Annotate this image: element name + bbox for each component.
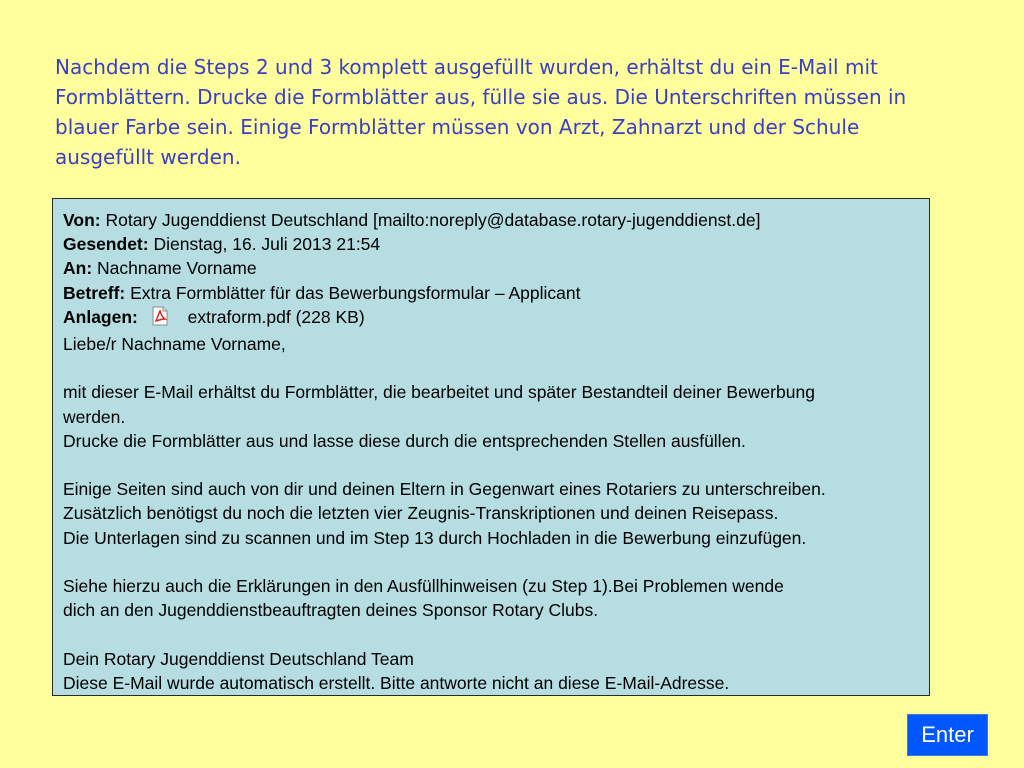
- email-attachments-row: [63, 305, 919, 332]
- intro-text: [55, 52, 955, 172]
- email-subject-label: Betreff:: [63, 282, 126, 303]
- email-para2-line3: Die Unterlagen sind zu scannen und im Step 13 durch Hochladen in die Bewerbung einzufügen.: [63, 527, 807, 548]
- email-to-row: [63, 256, 919, 280]
- email-blank-line: [63, 453, 919, 477]
- email-sent-value: Dienstag, 16. Juli 2013 21:54: [153, 234, 381, 255]
- email-para3-line1: Siehe hierzu auch die Erklärungen in den Ausfüllhinweisen (zu Step 1).Bei Problemen wende: [63, 576, 784, 596]
- email-greeting: Liebe/r Nachname Vorname,: [63, 334, 286, 355]
- intro-paragraph: Nachdem die Steps 2 und 3 komplett ausgefüllt wurden, erhältst du ein E-Mail mit Formblättern. Drucke die Formblätter aus, fülle sie aus. Die Unterschriften müssen in blauer Farbe sein. Einige Formblätter müssen von Arzt, Zahnarzt und der Schule ausgefüllt werden.: [55, 55, 907, 169]
- email-subject-row: [63, 281, 919, 305]
- email-subject-value: Extra Formblätter für das Bewerbungsformular – Applicant: [130, 282, 581, 303]
- enter-button[interactable]: Enter: [907, 714, 988, 756]
- email-blank-line: [63, 622, 919, 646]
- email-footer: Diese E-Mail wurde automatisch erstellt. Bitte antworte nicht an diese E-Mail-Adresse.: [63, 672, 730, 693]
- email-para1-line1: mit dieser E-Mail erhältst du Formblätter, die bearbeitet und später Bestandteil deiner Bewerbung: [63, 382, 815, 403]
- email-para1-line3: Drucke die Formblätter aus und lasse diese durch die entsprechenden Stellen ausfüllen.: [63, 430, 746, 451]
- email-from-value: Rotary Jugenddienst Deutschland [mailto:noreply@database.rotary-jugenddienst.de]: [105, 210, 761, 230]
- email-sent-label: Gesendet:: [63, 234, 149, 255]
- email-attachments-label: Anlagen:: [63, 306, 138, 327]
- email-from-label: Von:: [63, 210, 101, 230]
- email-sent-row: [63, 232, 919, 256]
- email-to-label: An:: [63, 258, 93, 279]
- email-blank-line: [63, 356, 919, 380]
- email-para2-line1: Einige Seiten sind auch von dir und deinen Eltern in Gegenwart eines Rotariers zu unterschreiben.: [63, 479, 826, 500]
- attachment-link[interactable]: extraform.pdf (228 KB): [187, 306, 365, 327]
- email-para2-line2: Zusätzlich benötigst du noch die letzten vier Zeugnis-Transkriptionen und deinen Reisepass.: [63, 503, 779, 524]
- email-to-value: Nachname Vorname: [97, 258, 257, 279]
- email-para1-line2: werden.: [63, 406, 126, 427]
- email-from-row: [63, 208, 919, 232]
- email-para3-line2: dich an den Jugenddienstbeauftragten deines Sponsor Rotary Clubs.: [63, 600, 599, 621]
- email-screenshot: [52, 198, 930, 696]
- email-signature: Dein Rotary Jugenddienst Deutschland Team: [63, 648, 414, 669]
- email-blank-line: [63, 550, 919, 574]
- pdf-icon: [151, 306, 169, 332]
